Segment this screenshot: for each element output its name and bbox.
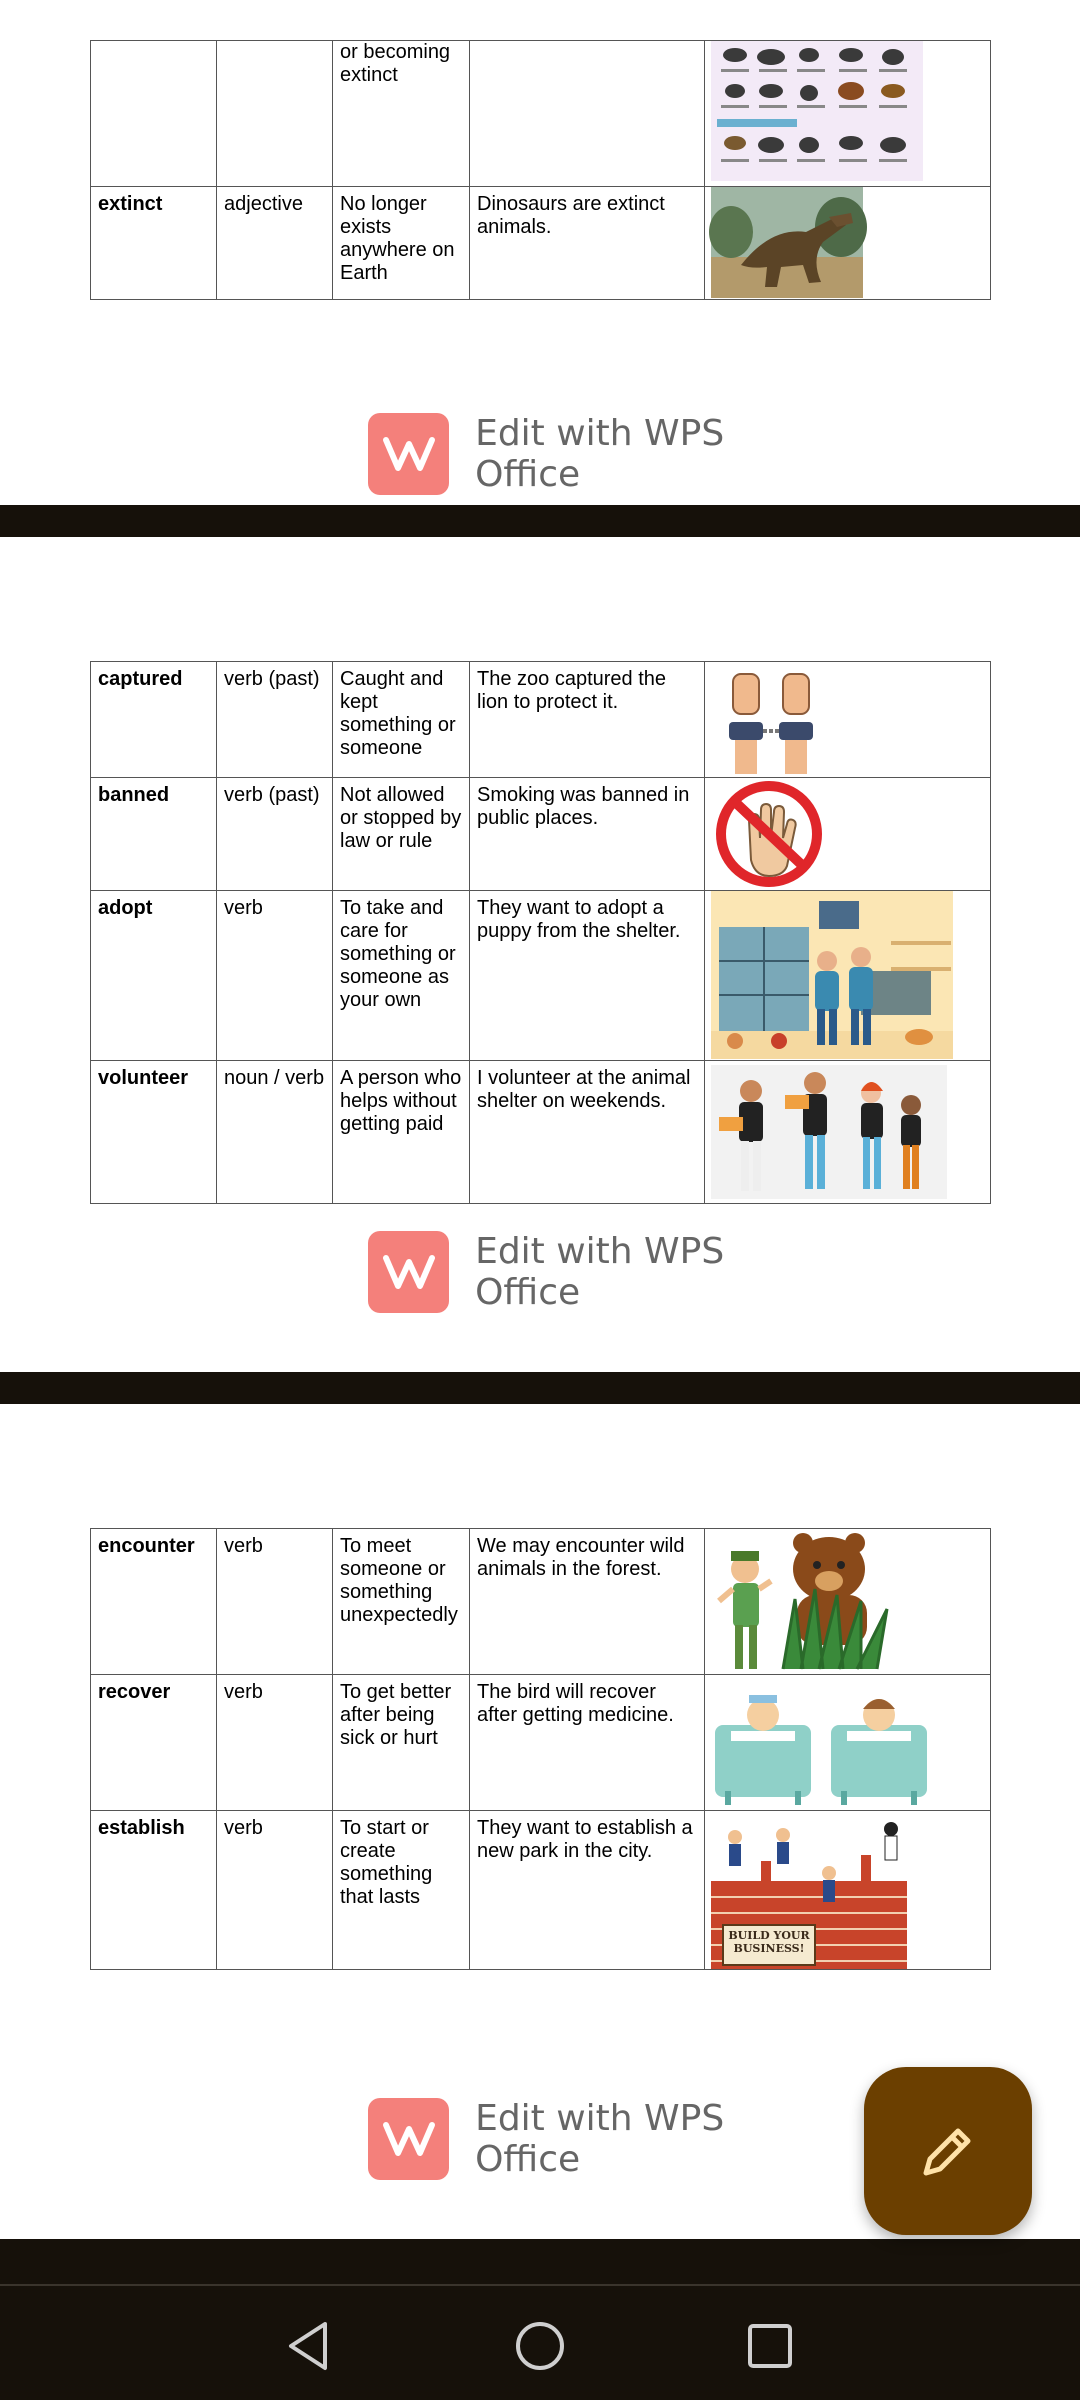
image-cell xyxy=(705,187,991,300)
vocab-table-page-3 xyxy=(90,1528,991,1970)
volunteers-illustration xyxy=(711,1065,947,1199)
definition-cell: To meet someone or something unexpectedly xyxy=(333,1529,470,1675)
definition-cell: Caught and kept something or someone xyxy=(333,662,470,778)
table-row xyxy=(91,662,991,778)
wps-watermark-label: Edit with WPS Office xyxy=(475,2098,725,2180)
table-row xyxy=(91,1061,991,1204)
nav-home-button[interactable] xyxy=(510,2316,570,2376)
bear-encounter-illustration xyxy=(711,1529,907,1673)
prohibited-hand-sign xyxy=(713,780,825,888)
build-your-business-sign-text: BUILD YOUR BUSINESS! xyxy=(728,1929,810,1955)
wps-logo-icon xyxy=(368,413,449,495)
vocab-table-page-2 xyxy=(90,661,991,1204)
definition-cell: No longer exists anywhere on Earth xyxy=(333,187,470,300)
word-cell xyxy=(91,41,217,187)
wps-watermark-label: Edit with WPS Office xyxy=(475,413,725,495)
example-cell: Smoking was banned in public places. xyxy=(470,778,705,891)
pos-cell: verb xyxy=(217,891,333,1061)
image-cell xyxy=(705,1675,991,1811)
image-cell xyxy=(705,1811,991,1970)
example-cell: The zoo captured the lion to protect it. xyxy=(470,662,705,778)
pos-cell: verb xyxy=(217,1811,333,1970)
word-cell: establish xyxy=(91,1811,217,1970)
image-cell xyxy=(705,662,991,778)
recovering-patients-illustration xyxy=(711,1681,931,1807)
example-cell: I volunteer at the animal shelter on weekends. xyxy=(470,1061,705,1204)
example-cell: We may encounter wild animals in the forest. xyxy=(470,1529,705,1675)
animal-shelter-illustration xyxy=(711,891,953,1059)
image-cell xyxy=(705,778,991,891)
pos-cell xyxy=(217,41,333,187)
pos-cell: verb (past) xyxy=(217,778,333,891)
word-cell: volunteer xyxy=(91,1061,217,1204)
pencil-icon xyxy=(916,2119,980,2183)
pos-cell: verb (past) xyxy=(217,662,333,778)
image-cell xyxy=(705,41,991,187)
definition-cell: To start or create something that lasts xyxy=(333,1811,470,1970)
pos-cell: verb xyxy=(217,1675,333,1811)
table-row xyxy=(91,1811,991,1970)
pos-cell: verb xyxy=(217,1529,333,1675)
endangered-animals-chart xyxy=(711,41,923,181)
definition-cell: A person who helps without getting paid xyxy=(333,1061,470,1204)
wps-watermark[interactable] xyxy=(368,2097,828,2181)
image-cell xyxy=(705,1061,991,1204)
table-row xyxy=(91,1529,991,1675)
navigation-bar xyxy=(0,2284,1080,2400)
build-your-business-illustration xyxy=(711,1815,907,1969)
edit-fab-button[interactable] xyxy=(864,2067,1032,2235)
definition-cell: To take and care for something or someone as your own xyxy=(333,891,470,1061)
nav-back-button[interactable] xyxy=(278,2316,338,2376)
page-2 xyxy=(0,537,1080,1372)
page-1 xyxy=(0,0,1080,505)
pos-cell: adjective xyxy=(217,187,333,300)
table-row xyxy=(91,891,991,1061)
back-icon xyxy=(283,2318,333,2374)
page-separator xyxy=(0,1372,1080,1404)
wps-logo-icon xyxy=(368,1231,449,1313)
word-cell: adopt xyxy=(91,891,217,1061)
home-icon xyxy=(514,2320,566,2372)
table-row xyxy=(91,1675,991,1811)
wps-watermark[interactable] xyxy=(368,412,828,496)
image-cell xyxy=(705,1529,991,1675)
word-cell: recover xyxy=(91,1675,217,1811)
dinosaur-photo xyxy=(711,187,863,298)
table-row xyxy=(91,778,991,891)
vocab-table-page-1 xyxy=(90,40,991,300)
word-cell: banned xyxy=(91,778,217,891)
word-cell: captured xyxy=(91,662,217,778)
wps-watermark-label: Edit with WPS Office xyxy=(475,1231,725,1313)
example-cell: The bird will recover after getting medicine. xyxy=(470,1675,705,1811)
table-row xyxy=(91,41,991,187)
example-cell: They want to establish a new park in the city. xyxy=(470,1811,705,1970)
table-row xyxy=(91,187,991,300)
definition-cell: or becoming extinct xyxy=(333,41,470,187)
page-separator xyxy=(0,2239,1080,2284)
word-cell: extinct xyxy=(91,187,217,300)
definition-cell: Not allowed or stopped by law or rule xyxy=(333,778,470,891)
wps-logo-icon xyxy=(368,2098,449,2180)
example-cell: Dinosaurs are extinct animals. xyxy=(470,187,705,300)
image-cell xyxy=(705,891,991,1061)
document-viewer[interactable] xyxy=(0,41,1080,2284)
definition-cell: To get better after being sick or hurt xyxy=(333,1675,470,1811)
handcuffs-illustration xyxy=(715,666,827,774)
page-separator xyxy=(0,505,1080,537)
recents-icon xyxy=(746,2322,794,2370)
example-cell: They want to adopt a puppy from the shelter. xyxy=(470,891,705,1061)
example-cell xyxy=(470,41,705,187)
pos-cell: noun / verb xyxy=(217,1061,333,1204)
word-cell: encounter xyxy=(91,1529,217,1675)
nav-recents-button[interactable] xyxy=(740,2316,800,2376)
wps-watermark[interactable] xyxy=(368,1230,828,1314)
